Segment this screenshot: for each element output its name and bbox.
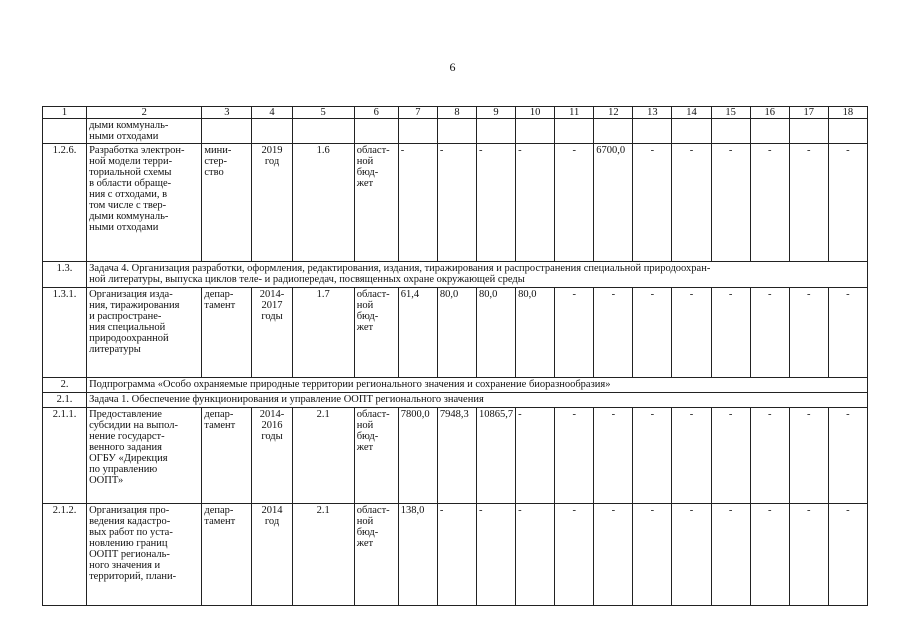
table-cell: - bbox=[711, 288, 750, 378]
table-cell bbox=[711, 119, 750, 144]
table-cell bbox=[476, 119, 515, 144]
column-header: 11 bbox=[555, 107, 594, 119]
table-cell: 61,4 bbox=[398, 288, 437, 378]
column-header: 10 bbox=[516, 107, 555, 119]
table-cell: - bbox=[750, 504, 789, 606]
table-cell: - bbox=[555, 504, 594, 606]
column-header: 18 bbox=[828, 107, 867, 119]
table-cell: - bbox=[711, 408, 750, 504]
table-cell: 80,0 bbox=[516, 288, 555, 378]
table-cell bbox=[555, 119, 594, 144]
table-cell: - bbox=[789, 288, 828, 378]
column-header: 4 bbox=[252, 107, 292, 119]
table-cell bbox=[202, 119, 252, 144]
row-number: 1.3. bbox=[43, 262, 87, 288]
table-cell: - bbox=[828, 408, 867, 504]
table-cell: - bbox=[828, 504, 867, 606]
column-header: 8 bbox=[437, 107, 476, 119]
column-header: 7 bbox=[398, 107, 437, 119]
table-cell: 2014- 2017 годы bbox=[252, 288, 292, 378]
table-cell bbox=[398, 119, 437, 144]
table-cell: - bbox=[672, 288, 711, 378]
table-cell: 2014- 2016 годы bbox=[252, 408, 292, 504]
table-cell: - bbox=[594, 504, 633, 606]
table-cell: област- ной бюд- жет bbox=[354, 408, 398, 504]
column-header: 2 bbox=[87, 107, 202, 119]
table-cell: 2.1.2. bbox=[43, 504, 87, 606]
table-cell bbox=[789, 119, 828, 144]
table-cell: - bbox=[750, 288, 789, 378]
page-number: 6 bbox=[449, 60, 456, 74]
table-cell: - bbox=[828, 288, 867, 378]
data-table bbox=[42, 106, 868, 606]
table-cell: - bbox=[555, 288, 594, 378]
table-cell: - bbox=[633, 288, 672, 378]
table-cell bbox=[828, 119, 867, 144]
table-cell: 1.3.1. bbox=[43, 288, 87, 378]
column-header: 12 bbox=[594, 107, 633, 119]
table-cell: Организация изда- ния, тиражирования и распростране- ния специальной природоохранной литературы bbox=[87, 288, 202, 378]
table-cell: 2.1.1. bbox=[43, 408, 87, 504]
table-cell: Предоставление субсидии на выпол- нение государст- венного задания ОГБУ «Дирекция по управлению ООПТ» bbox=[87, 408, 202, 504]
table-cell: дыми коммуналь- ными отходами bbox=[87, 119, 202, 144]
table-cell: - bbox=[789, 504, 828, 606]
table-cell: 2014 год bbox=[252, 504, 292, 606]
table-cell: 7948,3 bbox=[437, 408, 476, 504]
table-cell: 80,0 bbox=[476, 288, 515, 378]
table-cell: депар- тамент bbox=[202, 408, 252, 504]
table-cell bbox=[516, 119, 555, 144]
table-cell bbox=[354, 119, 398, 144]
table-cell bbox=[437, 119, 476, 144]
table-cell: - bbox=[789, 408, 828, 504]
table-cell: 2.1 bbox=[292, 408, 354, 504]
table-row bbox=[43, 408, 868, 504]
table-cell: - bbox=[750, 408, 789, 504]
column-header: 1 bbox=[43, 107, 87, 119]
header-row bbox=[43, 107, 868, 119]
table-cell: - bbox=[516, 144, 555, 262]
table-cell: 6700,0 bbox=[594, 144, 633, 262]
column-header: 15 bbox=[711, 107, 750, 119]
table-cell: - bbox=[633, 408, 672, 504]
column-header: 16 bbox=[750, 107, 789, 119]
table-cell: - bbox=[828, 144, 867, 262]
section-heading: Подпрограмма «Особо охраняемые природные территории регионального значения и сохранение биоразнообразия» bbox=[87, 378, 868, 393]
table-cell: - bbox=[398, 144, 437, 262]
table-cell: - bbox=[516, 408, 555, 504]
column-header: 3 bbox=[202, 107, 252, 119]
table-cell: област- ной бюд- жет bbox=[354, 288, 398, 378]
table-cell: 80,0 bbox=[437, 288, 476, 378]
table-cell: 1.7 bbox=[292, 288, 354, 378]
table-cell: депар- тамент bbox=[202, 288, 252, 378]
table-cell: Разработка электрон- ной модели терри- ториальной схемы в области обраще- ния с отходами, в том числе с твер- дыми коммуналь- ными отходами bbox=[87, 144, 202, 262]
table-cell: 1.6 bbox=[292, 144, 354, 262]
table-cell bbox=[633, 119, 672, 144]
table-row bbox=[43, 393, 868, 408]
section-heading: Задача 1. Обеспечение функционирования и управление ООПТ регионального значения bbox=[87, 393, 868, 408]
table-cell: област- ной бюд- жет bbox=[354, 144, 398, 262]
table-cell: - bbox=[437, 504, 476, 606]
column-header: 6 bbox=[354, 107, 398, 119]
table-cell: - bbox=[476, 144, 515, 262]
table-cell: - bbox=[750, 144, 789, 262]
table-cell: - bbox=[789, 144, 828, 262]
column-header: 13 bbox=[633, 107, 672, 119]
table-cell: - bbox=[672, 408, 711, 504]
table-cell: - bbox=[633, 504, 672, 606]
column-header: 14 bbox=[672, 107, 711, 119]
row-number: 2.1. bbox=[43, 393, 87, 408]
table-cell bbox=[594, 119, 633, 144]
table-cell: - bbox=[516, 504, 555, 606]
table-cell bbox=[750, 119, 789, 144]
table-cell: - bbox=[672, 144, 711, 262]
table-row bbox=[43, 288, 868, 378]
table-cell: - bbox=[711, 144, 750, 262]
table-cell: депар- тамент bbox=[202, 504, 252, 606]
column-header: 9 bbox=[476, 107, 515, 119]
table-row bbox=[43, 144, 868, 262]
table-cell: - bbox=[594, 408, 633, 504]
table-cell: 10865,7 bbox=[476, 408, 515, 504]
table-cell: 1.2.6. bbox=[43, 144, 87, 262]
table-row bbox=[43, 504, 868, 606]
table-cell bbox=[292, 119, 354, 144]
row-number: 2. bbox=[43, 378, 87, 393]
table-cell: - bbox=[555, 144, 594, 262]
table-cell: - bbox=[437, 144, 476, 262]
table-cell: Организация про- ведения кадастро- вых работ по уста- новлению границ ООПТ региональ- ного значения и территорий, плани- bbox=[87, 504, 202, 606]
table-row bbox=[43, 262, 868, 288]
table-cell bbox=[672, 119, 711, 144]
table-cell: - bbox=[476, 504, 515, 606]
table-cell: - bbox=[672, 504, 711, 606]
table-cell: 2019 год bbox=[252, 144, 292, 262]
table-cell: мини- стер- ство bbox=[202, 144, 252, 262]
column-header: 17 bbox=[789, 107, 828, 119]
table-row bbox=[43, 119, 868, 144]
table-cell: - bbox=[555, 408, 594, 504]
table-cell: - bbox=[594, 288, 633, 378]
column-header: 5 bbox=[292, 107, 354, 119]
table-row bbox=[43, 378, 868, 393]
table-cell: област- ной бюд- жет bbox=[354, 504, 398, 606]
table-cell: 138,0 bbox=[398, 504, 437, 606]
table-cell bbox=[43, 119, 87, 144]
table-cell: - bbox=[633, 144, 672, 262]
table-cell: 2.1 bbox=[292, 504, 354, 606]
table-cell: 7800,0 bbox=[398, 408, 437, 504]
table-cell: - bbox=[711, 504, 750, 606]
table-cell bbox=[252, 119, 292, 144]
section-heading: Задача 4. Организация разработки, оформления, редактирования, издания, тиражирования и распространения специальной природоохран- ной литературы, выпуска циклов теле- и радиопередач, посвященных охране окружающей среды bbox=[87, 262, 868, 288]
